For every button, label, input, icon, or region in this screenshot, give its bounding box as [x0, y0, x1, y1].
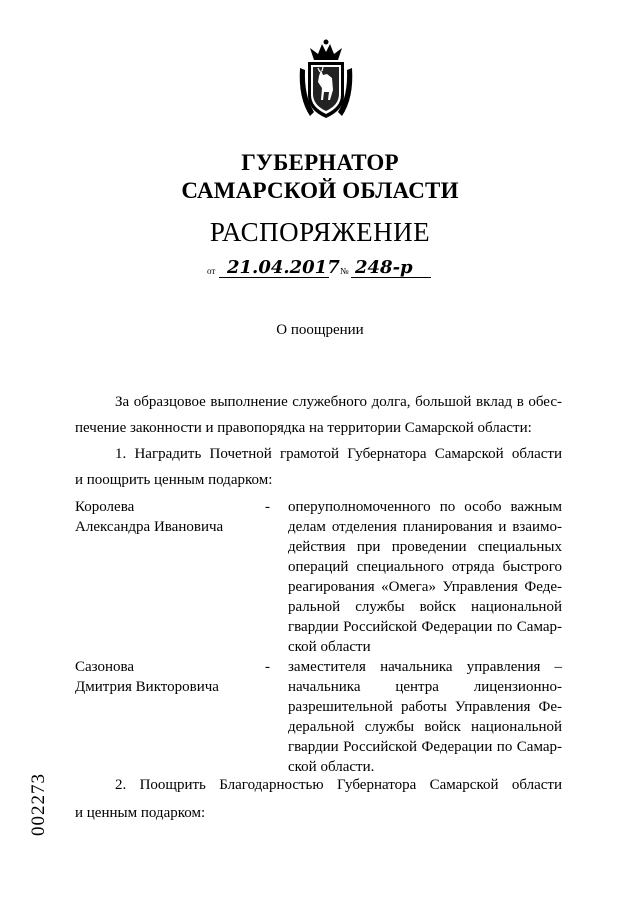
document-subject: О поощрении [276, 322, 364, 338]
description-line: деральной службы войск национальной [288, 719, 562, 735]
recipient-2-name [75, 657, 219, 697]
number-underline [351, 277, 431, 278]
description-line: ской области [288, 639, 371, 655]
header-title-line1: ГУБЕРНАТОР [241, 150, 399, 175]
description-line: ской области. [288, 759, 375, 775]
number-prefix: № [340, 266, 349, 276]
date-number-line [207, 258, 431, 282]
date-underline [219, 277, 329, 278]
item2-line-1: 2. Поощрить Благодарностью Губернатора Самарской области [115, 777, 562, 793]
coat-of-arms-emblem [296, 38, 356, 122]
recipient-2-dash: - [265, 659, 270, 675]
item1-line-2: и поощрить ценным подарком: [75, 472, 273, 488]
document-date: 21.04.2017 [227, 257, 340, 278]
recipient-1-dash: - [265, 499, 270, 515]
recipient-given-name: Дмитрия Викторовича [75, 679, 219, 695]
margin-registration-number: 002273 [28, 773, 49, 836]
recipient-1-description [288, 497, 562, 657]
description-line: заместителя начальника управления – [288, 659, 562, 675]
description-line: начальника центра лицензионно- [288, 679, 562, 695]
recipient-2-description [288, 657, 562, 777]
item1-line-1: 1. Наградить Почетной грамотой Губернатора Самарской области [115, 446, 562, 462]
item2-line-2: и ценным подарком: [75, 805, 206, 821]
recipient-given-name: Александра Ивановича [75, 519, 224, 535]
description-line: разрешительной работы Управления Фе- [288, 699, 562, 715]
description-line: операций специального отряда быстрого [288, 559, 562, 575]
recipient-surname: Королева [75, 499, 135, 515]
description-line: гвардии Российской Федерации по Самар- [288, 739, 562, 755]
document-type: РАСПОРЯЖЕНИЕ [209, 217, 431, 247]
description-line: оперуполномоченного по особо важным [288, 499, 562, 515]
recipient-surname: Сазонова [75, 659, 135, 675]
intro-line-1: За образцовое выполнение служебного долга, большой вклад в обес- [115, 394, 562, 410]
description-line: делам отделения планирования и взаимо- [288, 519, 562, 535]
description-line: гвардии Российской Федерации по Самар- [288, 619, 562, 635]
description-line: ральной службы войск национальной [288, 599, 562, 615]
recipient-1-name [75, 497, 223, 537]
intro-line-2: печение законности и правопорядка на территории Самарской области: [75, 420, 532, 436]
description-line: реагирования «Омега» Управления Феде- [288, 579, 562, 595]
document-number: 248-р [355, 257, 413, 278]
header-title-line2: САМАРСКОЙ ОБЛАСТИ [181, 178, 459, 203]
description-line: действия при проведении специальных [288, 539, 562, 555]
date-prefix: от [207, 266, 216, 276]
